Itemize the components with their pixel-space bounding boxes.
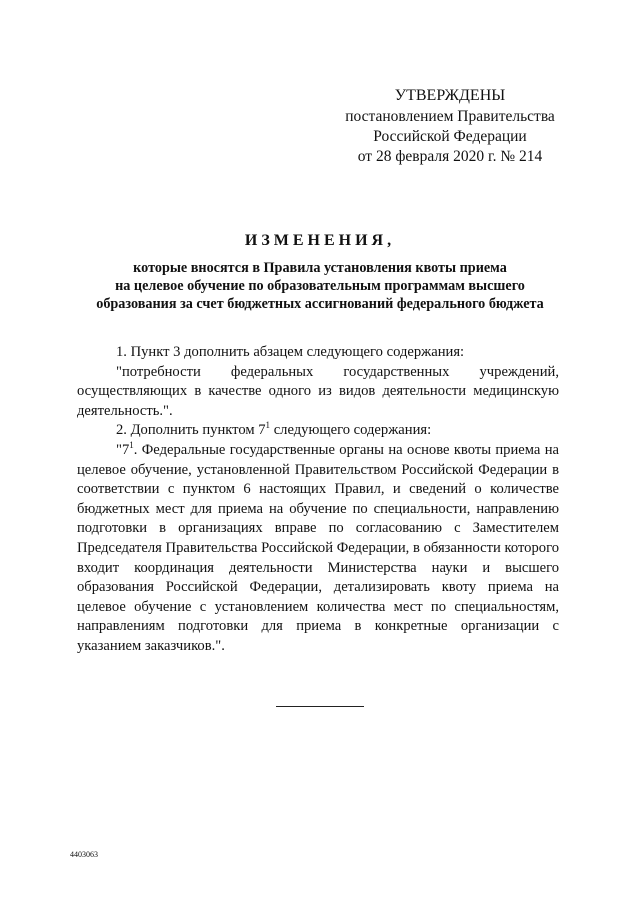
approval-line-1: постановлением Правительства — [345, 108, 555, 125]
item-2-text-after: следующего содержания: — [270, 422, 432, 439]
approval-line-2: Российской Федерации — [373, 128, 527, 145]
approval-block — [330, 86, 570, 167]
document-body — [77, 343, 559, 657]
subtitle-line-3: образования за счет бюджетных ассигнований федерального бюджета — [96, 296, 544, 312]
end-divider — [276, 706, 364, 707]
item-2-superscript: 1 — [265, 420, 271, 431]
title-block — [60, 232, 580, 313]
item-2-text-before: 2. Дополнить пунктом 7 — [116, 422, 266, 439]
paragraph-item-1: 1. Пункт 3 дополнить абзацем следующего содержания: — [116, 344, 465, 360]
paragraph-item-1-quote: "потребности федеральных государственных учреждений, осуществляющих в качестве одного из видов деятельности медицинскую деятельность.". — [77, 363, 559, 419]
approval-line-3: от 28 февраля 2020 г. № 214 — [357, 148, 543, 165]
quote-text: . Федеральные государственные органы на основе квоты приема на целевое обучение, установленной Правительством Российской Федерации в соответствии с пунктом 6 настоящих Правил, и сведений о количестве бюджетных мест для приема на обучение по специальности, направлению подготовки в организациях вправе по согласованию с Заместителем Председателя Правительства Российской Федерации, в обязанности которого входит координация деятельности Министерства науки и высшего образования Российской Федерации, детализировать квоту приема на целевое обучение с установлением количества мест по специальностям, направлениям подготовки для приема в конкретные организации с указанием заказчиков.". — [77, 441, 559, 654]
paragraph-item-2 — [77, 421, 559, 441]
subtitle-line-1: которые вносятся в Правила установления квоты приема — [133, 260, 507, 276]
paragraph-item-2-quote — [77, 441, 559, 657]
document-title: ИЗМЕНЕНИЯ, — [244, 232, 396, 249]
subtitle-line-2: на целевое обучение по образовательным программам высшего — [115, 278, 525, 294]
approval-heading: УТВЕРЖДЕНЫ — [394, 87, 506, 104]
quote-superscript: 1 — [129, 439, 134, 450]
quote-number: "7 — [116, 441, 130, 458]
document-code: 4403063 — [70, 850, 98, 859]
